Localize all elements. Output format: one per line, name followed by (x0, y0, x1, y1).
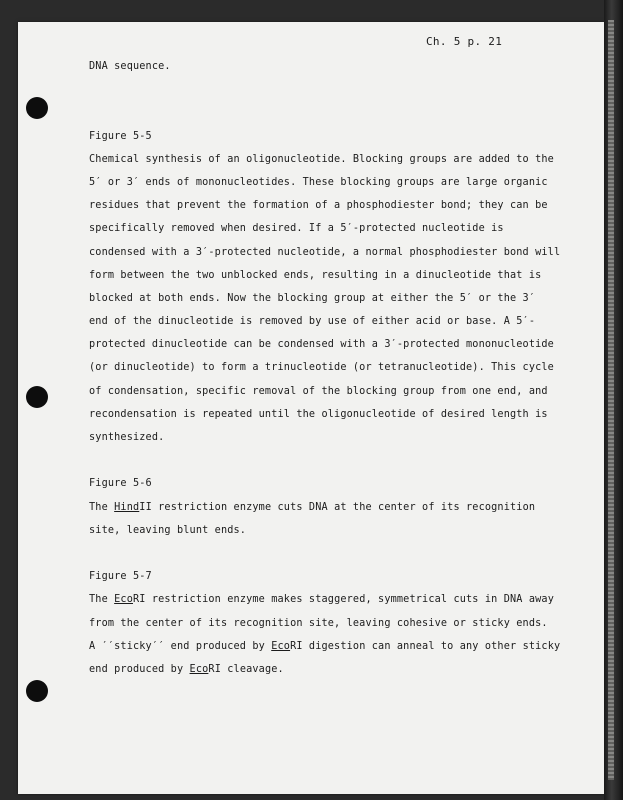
text-line: synthesized. (89, 432, 165, 443)
text-line: condensed with a 3′-protected nucleotide, a normal phosphodiester bond will (89, 246, 561, 258)
text-run: RI cleavage. (208, 663, 284, 675)
text-line: blocked at both ends. Now the blocking group at either the 5′ or the 3′ (89, 292, 536, 304)
text-run: end produced by (89, 663, 190, 675)
text-line: end of the dinucleotide is removed by use of either acid or base. A 5′- (89, 316, 536, 328)
text-line (89, 658, 529, 681)
enzyme-name: Hind (114, 501, 140, 513)
figure-heading: Figure 5-5 (89, 130, 152, 142)
document-body (89, 55, 561, 681)
text-line: DNA sequence. (89, 61, 171, 72)
text-run: The (89, 594, 115, 606)
text-run: RI restriction enzyme makes staggered, symmetrical cuts in DNA away (133, 594, 554, 606)
enzyme-name: Eco (271, 640, 291, 652)
text-line: form between the two unblocked ends, resulting in a dinucleotide that is (89, 269, 542, 281)
text-line: from the center of its recognition site, leaving cohesive or sticky ends. (89, 617, 548, 629)
figure-heading: Figure 5-7 (89, 571, 152, 583)
enzyme-name: Eco (189, 663, 209, 675)
text-run: The (89, 501, 115, 513)
text-line: site, leaving blunt ends. (89, 524, 247, 536)
text-run: RI digestion can anneal to any other sticky (290, 640, 561, 652)
binder-hole-bottom (26, 680, 48, 702)
text-line: Chemical synthesis of an oligonucleotide. Blocking groups are added to the (89, 153, 554, 165)
text-line: residues that prevent the formation of a phosphodiester bond; they can be (89, 200, 548, 212)
text-line: of condensation, specific removal of the blocking group from one end, and (89, 385, 548, 397)
text-line (89, 588, 554, 611)
text-line: 5′ or 3′ ends of mononucleotides. These blocking groups are large organic (89, 176, 548, 188)
figure-heading: Figure 5-6 (89, 478, 152, 490)
text-line: recondensation is repeated until the oligonucleotide of desired length is (89, 408, 548, 420)
page-header: Ch. 5 p. 21 (426, 35, 503, 48)
enzyme-name: Eco (114, 594, 133, 606)
text-line: (or dinucleotide) to form a trinucleotide (or tetranucleotide). This cycle (89, 362, 554, 374)
text-line (89, 635, 561, 658)
stack-edge (604, 0, 623, 800)
text-line: protected dinucleotide can be condensed with a 3′-protected mononucleotide (89, 339, 554, 351)
text-line (89, 496, 536, 519)
binder-hole-top (26, 97, 48, 119)
text-run: II restriction enzyme cuts DNA at the center of its recognition (139, 501, 536, 513)
text-run: A ′′sticky′′ end produced by (89, 640, 272, 652)
text-line: specifically removed when desired. If a 5′-protected nucleotide is (89, 223, 504, 235)
binder-hole-middle (26, 386, 48, 408)
